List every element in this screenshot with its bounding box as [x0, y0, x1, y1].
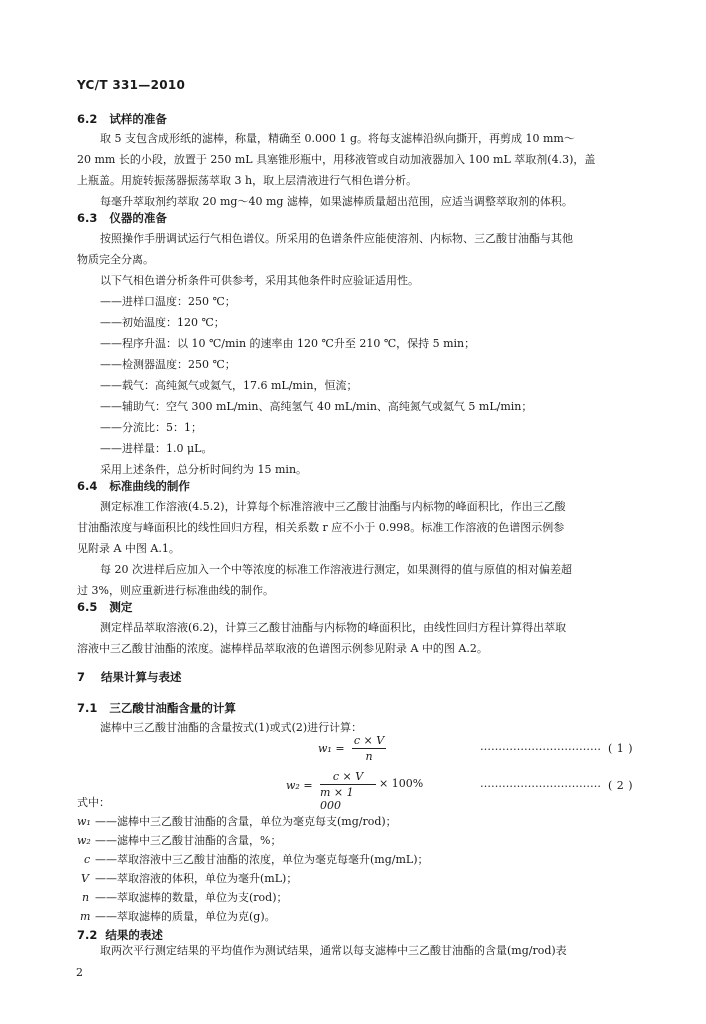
paragraph-line: 按照操作手册调试运行气相色谱仪。所采用的色谱条件应能使溶剂、内标物、三乙酸甘油酯与其他	[100, 232, 573, 245]
equation-2-lhs: w₂ =	[286, 779, 313, 792]
section-6-4-heading	[77, 478, 190, 494]
symbol: w₁	[77, 815, 91, 828]
paragraph-line: 取 5 支包含成形纸的滤棒，称量，精确至 0.000 1 g。将每支滤棒沿纵向撕开，再剪成 10 mm～	[100, 132, 575, 145]
standard-code-header: YC/T 331—2010	[77, 78, 186, 92]
equation-1-leader-dots: ……………………………	[480, 740, 601, 753]
symbol: w₂	[77, 834, 91, 847]
definition-row	[77, 830, 281, 851]
fraction-bar	[352, 748, 386, 749]
paragraph-line: 测定样品萃取溶液(6.2)，计算三乙酸甘油酯与内标物的峰面积比，由线性回归方程计算得出萃取	[100, 621, 567, 634]
section-title: 试样的准备	[109, 112, 167, 126]
section-title: 结果计算与表述	[101, 670, 182, 684]
paragraph-line: 每毫升萃取剂约萃取 20 mg～40 mg 滤棒，如果滤棒质量超出范围，应适当调整萃取剂的体积。	[100, 195, 573, 208]
paragraph-line: 采用上述条件，总分析时间约为 15 min。	[100, 463, 308, 476]
equation-2-fraction	[320, 770, 376, 812]
paragraph-line: 每 20 次进样后应加入一个中等浓度的标准工作溶液进行测定，如果测得的值与原值的相对偏差超	[100, 563, 572, 576]
section-number: 6.3	[77, 211, 98, 225]
section-number: 6.4	[77, 479, 98, 493]
symbol: n	[82, 891, 90, 904]
section-6-2-heading	[77, 111, 167, 127]
equation-1-number: ( 1 )	[608, 742, 634, 755]
paragraph-line: 取两次平行测定结果的平均值作为测试结果，通常以每支滤棒中三乙酸甘油酯的含量(mg/rod)表	[100, 944, 567, 957]
section-title: 三乙酸甘油酯含量的计算	[109, 701, 236, 715]
equation-1-fraction	[352, 734, 386, 763]
equation-2-denominator: m × 1 000	[320, 786, 354, 812]
definition-row	[82, 887, 288, 908]
section-7-1-heading	[77, 700, 236, 716]
paragraph-line: 物质完全分离。	[77, 253, 154, 266]
condition-item: ——辅助气：空气 300 mL/min、高纯氢气 40 mL/min、高纯氮气或氦气 5 mL/min；	[100, 400, 533, 413]
paragraph-line: 以下气相色谱分析条件可供参考，采用其他条件时应验证适用性。	[100, 274, 419, 287]
section-6-3-heading	[77, 210, 167, 226]
definition-row	[84, 849, 429, 870]
condition-item: ——程序升温：以 10 ℃/min 的速率由 120 ℃升至 210 ℃，保持 5 min；	[100, 337, 476, 350]
paragraph-line: 溶液中三乙酸甘油酯的浓度。滤棒样品萃取液的色谱图示例参见附录 A 中的图 A.2。	[77, 642, 488, 655]
paragraph-line: 见附录 A 中图 A.1。	[77, 542, 180, 555]
section-number: 6.2	[77, 112, 98, 126]
paragraph-line: 测定标准工作溶液(4.5.2)，计算每个标准溶液中三乙酸甘油酯与内标物的峰面积比，作出三乙酸	[100, 500, 566, 513]
paragraph-line: 过 3%，则应重新进行标准曲线的制作。	[77, 584, 274, 597]
section-title: 标准曲线的制作	[109, 479, 190, 493]
definition-row	[77, 811, 397, 832]
definition-row	[80, 906, 276, 927]
section-7-heading	[77, 669, 182, 685]
paragraph-line: 上瓶盖。用旋转振荡器振荡萃取 3 h，取上层清液进行气相色谱分析。	[77, 174, 418, 187]
definition-text: ——萃取溶液中三乙酸甘油酯的浓度，单位为毫克每毫升(mg/mL)；	[95, 853, 429, 866]
section-6-5-heading	[77, 599, 132, 615]
definition-text: ——萃取滤棒的质量，单位为克(g)。	[95, 910, 276, 923]
symbol: m	[80, 910, 91, 923]
equation-1-numerator: c × V	[353, 734, 385, 747]
paragraph-line: 滤棒中三乙酸甘油酯的含量按式(1)或式(2)进行计算：	[100, 721, 363, 734]
section-title: 仪器的准备	[109, 211, 167, 225]
definition-text: ——萃取滤棒的数量，单位为支(rod)；	[95, 891, 288, 904]
section-title: 结果的表述	[105, 928, 163, 942]
page-number: 2	[76, 966, 83, 979]
condition-item: ——进样量：1.0 μL。	[100, 442, 213, 455]
definition-text: ——萃取溶液的体积，单位为毫升(mL)；	[95, 872, 298, 885]
definition-row	[81, 868, 297, 889]
equation-2-percent-factor: × 100%	[379, 777, 424, 790]
section-title: 测定	[109, 600, 133, 614]
equation-1-lhs: w₁ =	[318, 742, 345, 755]
equation-2-numerator: c × V	[332, 770, 364, 783]
equation-2-number: ( 2 )	[608, 779, 634, 792]
equation-2-leader-dots: ……………………………	[480, 777, 601, 790]
condition-item: ——分流比：5：1；	[100, 421, 202, 434]
section-number: 7.1	[77, 701, 98, 715]
symbol: c	[84, 853, 91, 866]
definition-text: ——滤棒中三乙酸甘油酯的含量，%；	[95, 834, 282, 847]
fraction-bar	[320, 784, 376, 785]
condition-item: ——载气：高纯氮气或氦气，17.6 mL/min，恒流；	[100, 379, 358, 392]
where-label: 式中：	[77, 796, 110, 809]
symbol: V	[81, 872, 89, 885]
condition-item: ——检测器温度：250 ℃；	[100, 358, 236, 371]
paragraph-line: 甘油酯浓度与峰面积比的线性回归方程，相关系数 r 应不小于 0.998。标准工作溶液的色谱图示例参	[77, 521, 565, 534]
section-number: 7.2	[77, 928, 98, 942]
section-number: 6.5	[77, 600, 98, 614]
definition-text: ——滤棒中三乙酸甘油酯的含量，单位为毫克每支(mg/rod)；	[95, 815, 397, 828]
section-number: 7	[77, 670, 86, 684]
condition-item: ——初始温度：120 ℃；	[100, 316, 225, 329]
condition-item: ——进样口温度：250 ℃；	[100, 295, 236, 308]
equation-1-denominator: n	[365, 750, 373, 763]
paragraph-line: 20 mm 长的小段，放置于 250 mL 具塞锥形瓶中，用移液管或自动加液器加入 100 mL 萃取剂(4.3)，盖	[77, 153, 596, 166]
